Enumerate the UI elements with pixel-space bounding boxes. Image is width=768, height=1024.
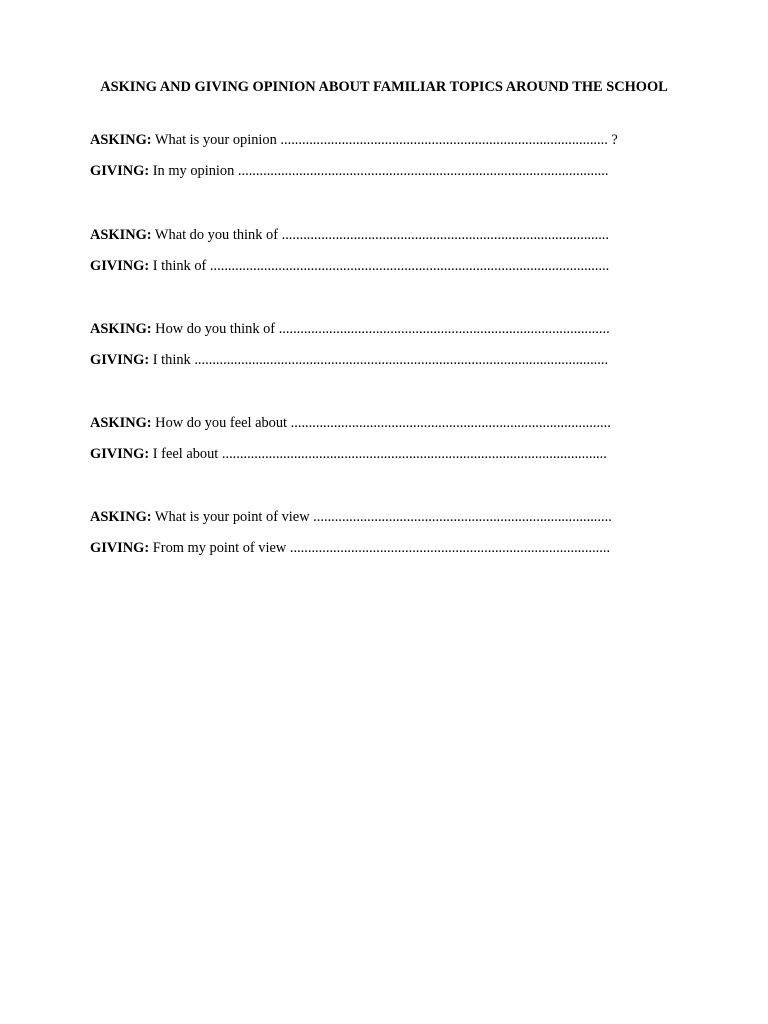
giving-text: From my point of view ......................................................................................... xyxy=(149,540,611,556)
asking-line-feel-about xyxy=(90,414,611,432)
asking-line-opinion xyxy=(90,131,618,149)
giving-text: In my opinion ....................................................................................................... xyxy=(149,163,609,179)
giving-line-point-of-view xyxy=(90,539,610,557)
asking-line-point-of-view xyxy=(90,508,612,526)
giving-line-opinion xyxy=(90,162,608,180)
giving-text: I think of ............................................................................................................... xyxy=(149,258,610,274)
giving-line-i-think xyxy=(90,351,608,369)
giving-text: I feel about ........................................................................................................... xyxy=(149,446,607,462)
asking-text: What is your opinion ........................................................................................... ? xyxy=(151,132,618,148)
giving-label: GIVING: xyxy=(90,258,150,274)
asking-line-think-of xyxy=(90,226,609,244)
asking-text: What is your point of view ................................................................................... xyxy=(151,509,612,525)
giving-label: GIVING: xyxy=(90,446,150,462)
giving-line-feel-about xyxy=(90,445,607,463)
asking-label: ASKING: xyxy=(90,509,152,525)
document-title: ASKING AND GIVING OPINION ABOUT FAMILIAR TOPICS AROUND THE SCHOOL xyxy=(100,79,668,95)
giving-line-think-of xyxy=(90,257,609,275)
giving-label: GIVING: xyxy=(90,352,150,368)
giving-text: I think ................................................................................................................... xyxy=(149,352,609,368)
asking-text: How do you feel about ......................................................................................... xyxy=(151,415,611,431)
giving-label: GIVING: xyxy=(90,540,150,556)
asking-label: ASKING: xyxy=(90,227,152,243)
giving-label: GIVING: xyxy=(90,163,150,179)
asking-label: ASKING: xyxy=(90,132,152,148)
asking-text: What do you think of ........................................................................................... xyxy=(151,227,610,243)
asking-label: ASKING: xyxy=(90,321,152,337)
asking-label: ASKING: xyxy=(90,415,152,431)
asking-text: How do you think of ............................................................................................ xyxy=(151,321,610,337)
asking-line-how-think xyxy=(90,320,610,338)
